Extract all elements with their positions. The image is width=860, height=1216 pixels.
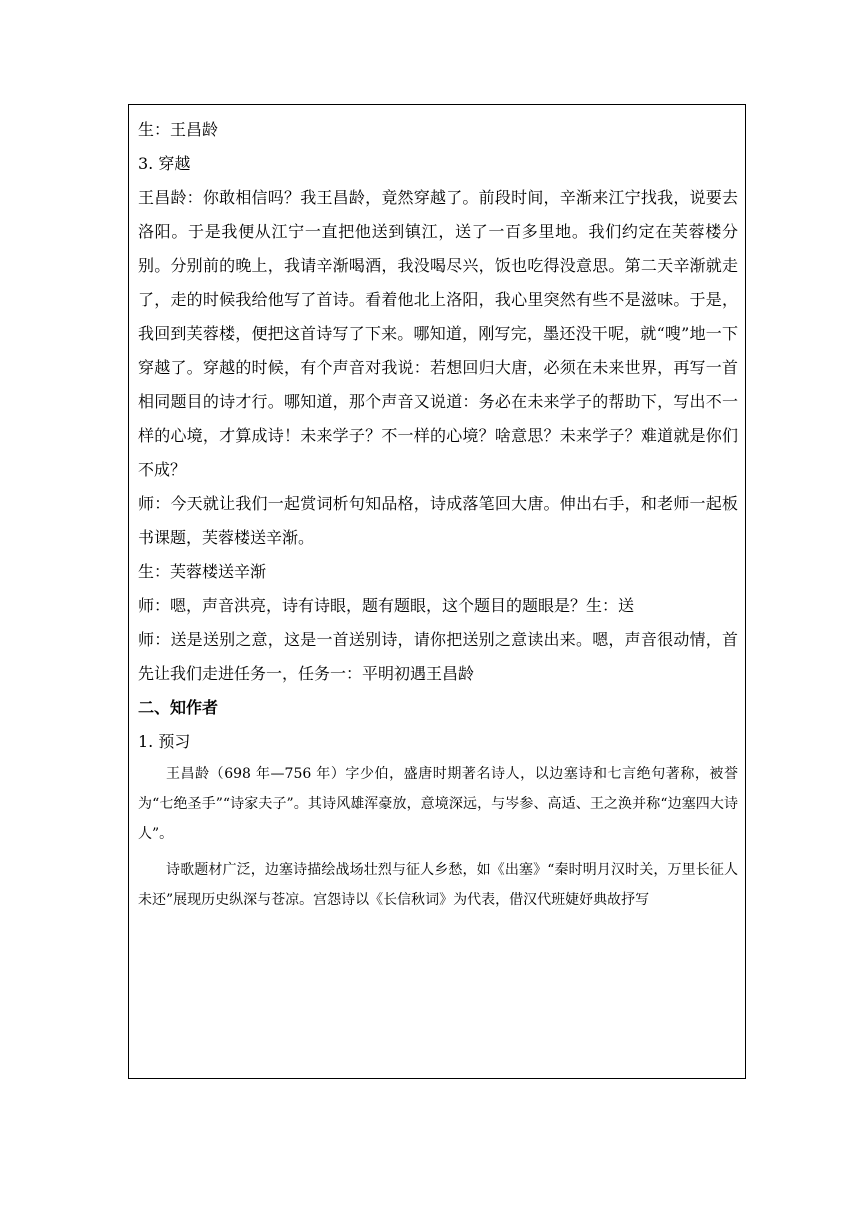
teacher-task-one: 师：送是送别之意，这是一首送别诗，请你把送别之意读出来。嗯，声音很动情，首先让我们走进任务一，任务一：平明初遇王昌龄 xyxy=(138,630,738,683)
section-3-time-travel: 3. 穿越 xyxy=(138,154,191,173)
student-reply-title: 生：芙蓉楼送辛渐 xyxy=(138,562,267,581)
author-bio-paragraph: 王昌龄（698 年—756 年）字少伯，盛唐时期著名诗人，以边塞诗和七言绝句著称，被誉为“七绝圣手”“诗家夫子”。其诗风雄浑豪放，意境深远，与岑参、高适、王之涣并称“边塞四大诗人”。 xyxy=(138,766,738,842)
teacher-question-title-eye: 师：嗯，声音洪亮，诗有诗眼，题有题眼，这个题目的题眼是？生：送 xyxy=(138,596,635,615)
wang-changling-monologue: 王昌龄：你敢相信吗？我王昌龄，竟然穿越了。前段时间，辛渐来江宁找我，说要去洛阳。于是我便从江宁一直把他送到镇江，送了一百多里地。我们约定在芙蓉楼分别。分别前的晚上，我请辛渐喝酒，我没喝尽兴，饭也吃得没意思。第二天辛渐就走了，走的时候我给他写了首诗。看着他北上洛阳，我心里突然有些不是滋味。于是，我回到芙蓉楼，便把这首诗写了下来。哪知道，刚写完，墨还没干呢，就“嗖”地一下穿越了。穿越的时候，有个声音对我说：若想回归大唐，必须在未来世界，再写一首相同题目的诗才行。哪知道，那个声音又说道：务必在未来学子的帮助下，写出不一样的心境，才算成诗！未来学子？不一样的心境？啥意思？未来学子？难道就是你们不成？ xyxy=(138,188,738,479)
poetry-themes-paragraph: 诗歌题材广泛，边塞诗描绘战场壮烈与征人乡愁，如《出塞》“秦时明月汉时关，万里长征人未还”展现历史纵深与苍凉。宫怨诗以《长信秋词》为代表，借汉代班婕妤典故抒写 xyxy=(138,862,738,908)
section-heading-know-author: 二、知作者 xyxy=(138,698,219,717)
document-body xyxy=(138,113,738,915)
teacher-introduction: 师：今天就让我们一起赏词析句知品格，诗成落笔回大唐。伸出右手，和老师一起板书课题，芙蓉楼送辛渐。 xyxy=(138,494,738,547)
student-answer-wang-changling: 生：王昌龄 xyxy=(138,120,219,139)
subsection-preview: 1. 预习 xyxy=(138,732,191,751)
